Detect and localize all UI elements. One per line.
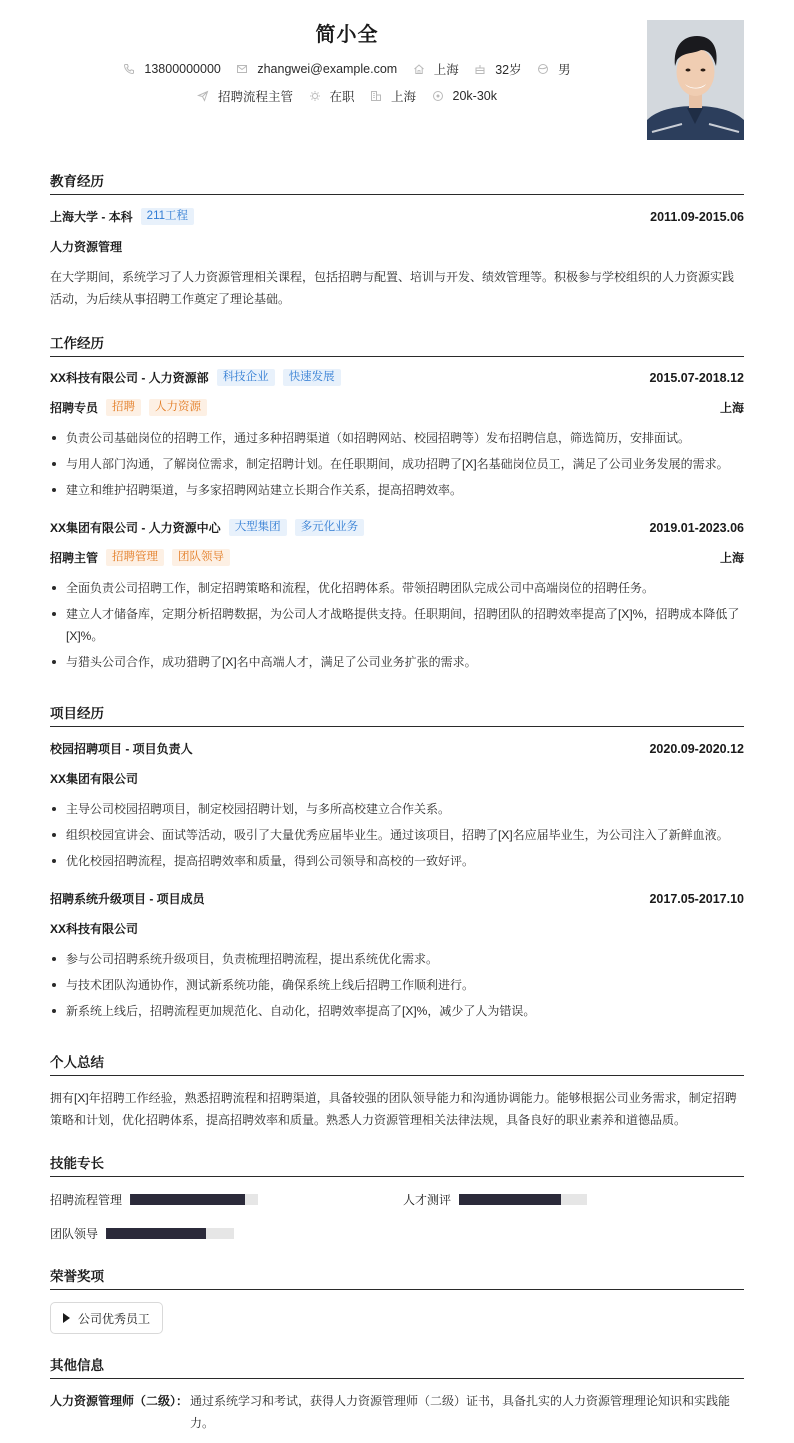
intention-position: 招聘流程主管 (197, 87, 293, 105)
job-date: 2019.01-2023.06 (649, 520, 744, 535)
contact-age: 32岁 (474, 60, 521, 78)
education-section (50, 170, 744, 315)
position-tag: 人力资源 (149, 399, 207, 416)
skill-item (50, 1225, 234, 1242)
list-item: 与技术团队沟通协作，测试新系统功能，确保系统上线后招聘工作顺利进行。 (50, 974, 744, 996)
school-tag: 211工程 (141, 208, 194, 225)
other-title: 其他信息 (50, 1354, 744, 1379)
contact-gender: 男 (537, 60, 571, 78)
other-label: 人力资源管理师（二级）： (50, 1394, 189, 1408)
candidate-name: 简小全 (315, 24, 379, 46)
company-name: XX集团有限公司 - 人力资源中心 (50, 521, 221, 535)
awards-title: 荣誉奖项 (50, 1265, 744, 1290)
project-company-row (50, 770, 744, 787)
avatar (647, 20, 744, 140)
list-item: 参与公司招聘系统升级项目，负责梳理招聘流程，提出系统优化需求。 (50, 948, 744, 970)
project-date: 2020.09-2020.12 (649, 741, 744, 756)
skill-fill (459, 1194, 561, 1205)
skill-item (403, 1191, 587, 1208)
job-bullets (50, 577, 744, 677)
position-name: 招聘专员 (50, 401, 99, 415)
project-bullets (50, 798, 744, 876)
intention-city: 上海 (370, 87, 416, 105)
education-description: 在大学期间，系统学习了人力资源管理相关课程，包括招聘与配置、培训与开发、绩效管理等。积极参与学校组织的人力资源实践活动，为后续从事招聘工作奠定了理论基础。 (50, 270, 735, 306)
education-title: 教育经历 (50, 170, 744, 195)
work-section (50, 332, 744, 692)
project-date: 2017.05-2017.10 (649, 891, 744, 906)
major-row (50, 238, 744, 255)
status-icon (309, 90, 321, 102)
home-icon (413, 63, 425, 75)
skill-fill (106, 1228, 206, 1239)
project-company: XX集团有限公司 (50, 772, 139, 786)
list-item: 新系统上线后，招聘流程更加规范化、自动化，招聘效率提高了[X]%，减少了人为错误。 (50, 1000, 744, 1022)
list-item: 与用人部门沟通，了解岗位需求，制定招聘计划。在任职期间，成功招聘了[X]名基础岗位员工，满足了公司业务发展的需求。 (50, 453, 744, 475)
skills-section (50, 1152, 744, 1252)
skill-item (50, 1191, 258, 1208)
projects-section (50, 702, 744, 1032)
project-header (50, 890, 744, 907)
company-name: XX科技有限公司 - 人力资源部 (50, 371, 209, 385)
education-header (50, 208, 744, 225)
resume-header (50, 0, 744, 160)
company-tag: 快速发展 (283, 369, 341, 386)
position-tag: 招聘管理 (106, 549, 164, 566)
list-item: 建立人才储备库，定期分析招聘数据，为公司人才战略提供支持。任职期间，招聘团队的招聘效率提高了[X]%，招聘成本降低了[X]%。 (50, 603, 744, 647)
other-text: 通过系统学习和考试，获得人力资源管理师（二级）证书，具备扎实的人力资源管理理论知识和实践能力。 (190, 1394, 731, 1430)
list-item: 与猎头公司合作，成功猎聘了[X]名中高端人才，满足了公司业务扩张的需求。 (50, 651, 744, 673)
intention-salary: 20k-30k (432, 89, 497, 103)
skills-title: 技能专长 (50, 1152, 744, 1177)
job-location: 上海 (719, 401, 744, 415)
summary-section (50, 1051, 744, 1136)
age-icon (474, 63, 486, 75)
list-item: 主导公司校园招聘项目，制定校园招聘计划，与多所高校建立合作关系。 (50, 798, 744, 820)
contact-row (50, 60, 644, 78)
contact-email: zhangwei@example.com (236, 62, 397, 76)
skill-name: 人才测评 (403, 1193, 452, 1207)
list-item: 优化校园招聘流程，提高招聘效率和质量，得到公司领导和高校的一致好评。 (50, 850, 744, 872)
project-bullets (50, 948, 744, 1026)
position-row (50, 549, 744, 566)
position-row (50, 399, 744, 416)
skill-name: 团队领导 (50, 1227, 99, 1241)
other-section (50, 1354, 744, 1443)
building-icon (370, 90, 382, 102)
contact-location: 上海 (413, 60, 459, 78)
other-item (50, 1390, 744, 1434)
send-icon (197, 90, 209, 102)
list-item: 全面负责公司招聘工作，制定招聘策略和流程，优化招聘体系。带领招聘团队完成公司中高端岗位的招聘任务。 (50, 577, 744, 599)
company-tag: 科技企业 (217, 369, 275, 386)
education-date: 2011.09-2015.06 (650, 209, 744, 224)
phone-icon (123, 63, 135, 75)
list-item: 负责公司基础岗位的招聘工作，通过多种招聘渠道（如招聘网站、校园招聘等）发布招聘信息，筛选简历，安排面试。 (50, 427, 744, 449)
company-tag: 大型集团 (229, 519, 287, 536)
position-name: 招聘主管 (50, 551, 99, 565)
intention-row (50, 87, 644, 105)
project-name: 招聘系统升级项目 - 项目成员 (50, 892, 205, 906)
job-header (50, 519, 744, 536)
project-company-row (50, 920, 744, 937)
award-name: 公司优秀员工 (78, 1311, 151, 1326)
contact-phone: 13800000000 (123, 62, 220, 76)
skill-bar (459, 1194, 587, 1205)
intention-status: 在职 (309, 87, 355, 105)
position-tag: 招聘 (106, 399, 141, 416)
skill-fill (130, 1194, 245, 1205)
skill-name: 招聘流程管理 (50, 1193, 123, 1207)
major-name: 人力资源管理 (50, 240, 123, 254)
summary-text: 拥有[X]年招聘工作经验，熟悉招聘流程和招聘渠道，具备较强的团队领导能力和沟通协调能力。能够根据公司业务需求，制定招聘策略和计划，优化招聘体系，提高招聘效率和质量。熟悉人力资源管理相关法律法规，具备良好的职业素养和道德品质。 (50, 1091, 737, 1127)
list-item: 建立和维护招聘渠道，与多家招聘网站建立长期合作关系，提高招聘效率。 (50, 479, 744, 501)
project-company: XX科技有限公司 (50, 922, 139, 936)
school-name: 上海大学 - 本科 (50, 210, 133, 224)
summary-title: 个人总结 (50, 1051, 744, 1076)
gender-icon (537, 63, 549, 75)
award-item[interactable] (50, 1302, 163, 1334)
email-icon (236, 63, 248, 75)
job-bullets (50, 427, 744, 505)
awards-section (50, 1265, 744, 1345)
project-header (50, 740, 744, 757)
list-item: 组织校园宣讲会、面试等活动，吸引了大量优秀应届毕业生。通过该项目，招聘了[X]名应届毕业生，为公司注入了新鲜血液。 (50, 824, 744, 846)
position-tag: 团队领导 (172, 549, 230, 566)
skill-bar (130, 1194, 258, 1205)
job-header (50, 369, 744, 386)
company-tag: 多元化业务 (295, 519, 365, 536)
projects-title: 项目经历 (50, 702, 744, 727)
work-title: 工作经历 (50, 332, 744, 357)
job-date: 2015.07-2018.12 (649, 370, 744, 385)
project-name: 校园招聘项目 - 项目负责人 (50, 742, 193, 756)
caret-right-icon (63, 1313, 70, 1323)
salary-icon (432, 90, 444, 102)
job-location: 上海 (719, 551, 744, 565)
skill-bar (106, 1228, 234, 1239)
